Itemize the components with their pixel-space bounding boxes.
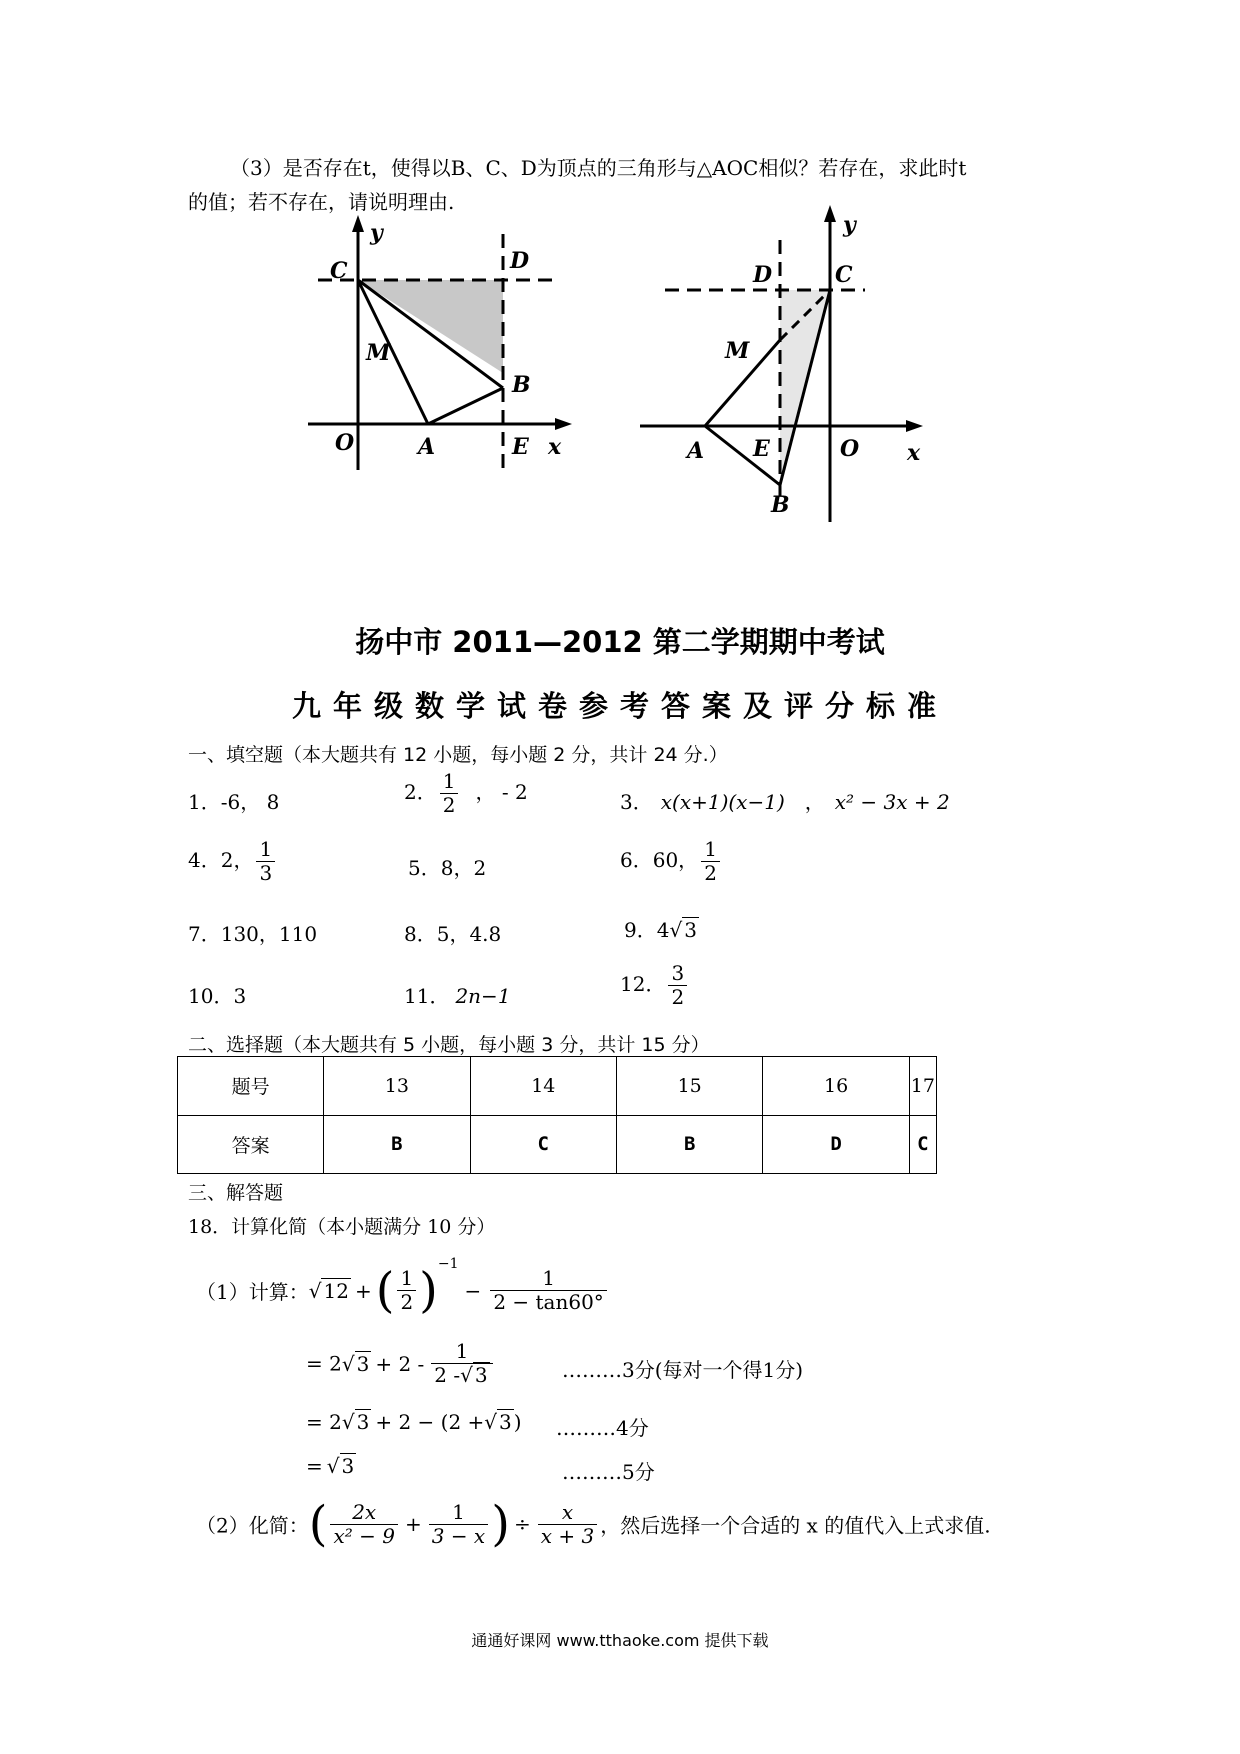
answer-q7: 7．130，110 — [188, 922, 318, 946]
table-cell: 16 — [763, 1057, 909, 1116]
table-cell: C — [470, 1115, 616, 1174]
table-cell: 14 — [470, 1057, 616, 1116]
part1-step3-score: ………5分 — [562, 1460, 655, 1484]
table-cell: B — [616, 1115, 762, 1174]
part1-step3: = √ 3 — [306, 1454, 355, 1478]
answer-q3: 3． x(x+1)(x−1) ， x² − 3x + 2 — [620, 790, 950, 814]
x-axis-arrow — [555, 418, 572, 430]
part1-step1-score: ………3分(每对一个得1分) — [562, 1358, 804, 1382]
answer-q4: 4．2， $\frac{1}{3}$ — [188, 838, 278, 885]
q18-heading: 18．计算化简（本小题满分 10 分） — [188, 1216, 496, 1238]
section3-heading: 三、解答题 — [188, 1182, 284, 1204]
table-cell-label: 答案 — [178, 1115, 324, 1174]
part1-step2: = 2√ 3 + 2 − (2 +√ 3 ) — [306, 1410, 522, 1434]
label-x: x — [907, 440, 921, 466]
figure-2-diagram — [625, 200, 945, 530]
answer-q9: 9．4√ 3 — [624, 918, 697, 942]
label-e: E — [753, 436, 770, 462]
label-m: M — [725, 338, 750, 364]
label-y: y — [370, 220, 383, 246]
label-a: A — [687, 438, 705, 464]
section2-heading: 二、选择题（本大题共有 5 小题，每小题 3 分，共计 15 分） — [188, 1034, 710, 1056]
table-cell: B — [324, 1115, 470, 1174]
part2-expression: （2）化简：( $\frac{2x}{\text{x² − 9}}$ + $\frac{1}{3 - x}$ ) ÷ $\frac{x}{x + 3}$ ，然后选择一个合适的 x 的值代入上式求值. — [196, 1496, 991, 1552]
part1-step1: = 2√ 3 + 2 - $\frac{1}{2 -√ 3}$ — [306, 1340, 496, 1387]
answer-q8: 8．5，4.8 — [404, 922, 502, 946]
section1-heading: 一、填空题（本大题共有 12 小题，每小题 2 分，共计 24 分.） — [188, 744, 728, 766]
label-a: A — [418, 434, 436, 460]
answer-table — [177, 1056, 937, 1174]
label-o: O — [840, 436, 860, 462]
answer-q2: 2． $\frac{1}{2}$ ， - 2 — [404, 769, 528, 817]
y-axis-arrow — [352, 215, 364, 232]
table-row-numbers — [178, 1057, 937, 1116]
question3-line2: 的值；若不存在，请说明理由. — [188, 190, 455, 214]
part1-step2-score: ………4分 — [556, 1416, 649, 1440]
answer-q1: 1．-6， 8 — [188, 790, 280, 814]
segment-ab — [428, 388, 503, 424]
answer-q12: 12． $\frac{3}{2}$ — [620, 962, 690, 1009]
footer-text: 通通好课网 www.tthaoke.com 提供下载 — [471, 1631, 769, 1650]
part1-expression: （1）计算：√ 12 +( $\frac{1}{2}$ )$^{-1}$− $\frac{1}{2 - \tan 60^\circ}$ — [196, 1256, 610, 1315]
page-subtitle: 九年级数学试卷参考答案及评分标准 — [291, 689, 948, 723]
table-cell: 17 — [909, 1057, 936, 1116]
table-cell: D — [763, 1115, 909, 1174]
table-cell: 15 — [616, 1057, 762, 1116]
label-y: y — [843, 212, 856, 238]
label-c: C — [835, 262, 853, 288]
table-row-answers — [178, 1115, 937, 1174]
table-cell: C — [909, 1115, 936, 1174]
x-axis-arrow — [906, 420, 923, 432]
label-b: B — [512, 372, 531, 398]
table-cell: 13 — [324, 1057, 470, 1116]
answer-q11: 11． 2n−1 — [404, 984, 511, 1008]
question3-line1: （3）是否存在t，使得以B、C、D为顶点的三角形与△AOC相似？若存在，求此时t — [230, 156, 967, 180]
label-x: x — [548, 434, 562, 460]
y-axis-arrow — [824, 205, 836, 222]
answer-q6: 6．60， $\frac{1}{2}$ — [620, 838, 723, 885]
label-e: E — [512, 434, 529, 460]
page-title: 扬中市 2011—2012 第二学期期中考试 — [355, 625, 885, 659]
figure-1-diagram — [290, 210, 590, 490]
label-c: C — [330, 258, 348, 284]
label-d: D — [510, 248, 530, 274]
answer-q10: 10．3 — [188, 984, 247, 1008]
answer-q5: 5．8，2 — [408, 856, 487, 880]
label-d: D — [753, 262, 773, 288]
table-cell-label: 题号 — [178, 1057, 324, 1116]
label-b: B — [771, 492, 790, 518]
label-m: M — [366, 340, 391, 366]
label-o: O — [335, 430, 355, 456]
